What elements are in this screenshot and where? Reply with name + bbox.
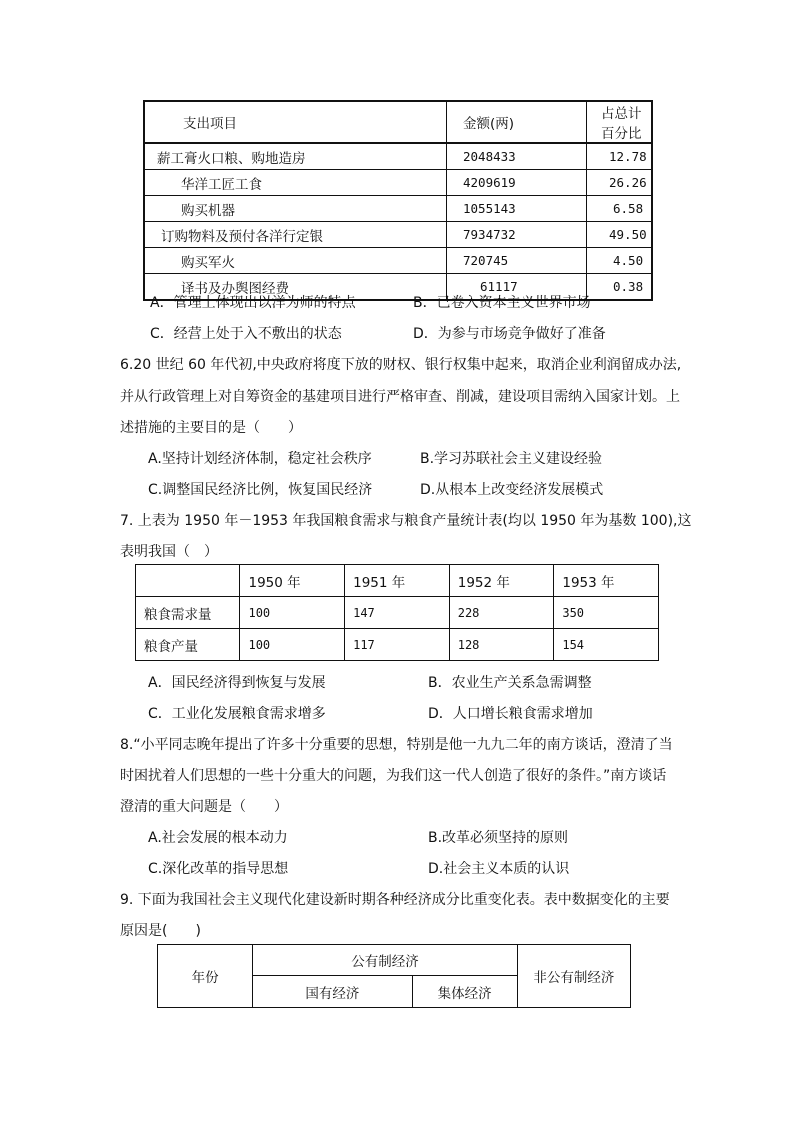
table-cell xyxy=(136,565,240,597)
table-cell: 61117 xyxy=(447,274,587,301)
q6-stem-line-1: 6.20 世纪 60 年代初,中央政府将度下放的财权、银行权集中起来，取消企业利润留成办法, xyxy=(120,357,682,373)
q8-stem-line-1: 8.“小平同志晚年提出了许多十分重要的思想，特别是他一九九二年的南方谈话，澄清了当 xyxy=(120,737,673,753)
table-cell: 0.38 xyxy=(587,274,653,301)
q6-option-b: B.学习苏联社会主义建设经验 xyxy=(420,451,603,467)
q7-stem-line-1: 7. 上表为 1950 年－1953 年我国粮食需求与粮食产量统计表(均以 1950 年为基数 100),这 xyxy=(120,513,692,529)
table-row xyxy=(144,143,652,170)
table-cell: 购买军火 xyxy=(144,248,447,274)
q7-option-d: D．人口增长粮食需求增加 xyxy=(428,706,593,722)
table-row xyxy=(144,196,652,222)
table-cell: 4209619 xyxy=(447,170,587,196)
q8-option-b: B.改革必须坚持的原则 xyxy=(428,830,569,846)
table-cell: 4.50 xyxy=(587,248,653,274)
q5-option-a: A．管理上体现出以洋为师的特点 xyxy=(150,295,356,311)
q9-stem-line-1: 9. 下面为我国社会主义现代化建设新时期各种经济成分比重变化表。表中数据变化的主要 xyxy=(120,892,670,908)
table-row xyxy=(136,629,659,661)
year-header: 1951 年 xyxy=(345,565,450,597)
header-cell: 金额(两) xyxy=(447,101,587,143)
q8-stem-line-2: 时困扰着人们思想的一些十分重大的问题，为我们这一代人创造了很好的条件。”南方谈话 xyxy=(120,768,667,784)
nonpublic-economy-header: 非公有制经济 xyxy=(517,945,630,1008)
q6-stem-line-2: 并从行政管理上对自筹资金的基建项目进行严格审查、削减，建设项目需纳入国家计划。上 xyxy=(120,389,680,405)
state-economy-header: 国有经济 xyxy=(253,976,412,1008)
table-row xyxy=(136,597,659,629)
table-cell: 100 xyxy=(240,629,345,661)
q6-option-d: D.从根本上改变经济发展模式 xyxy=(420,482,604,498)
table-cell: 147 xyxy=(345,597,450,629)
q5-option-b: B．已卷入资本主义世界市场 xyxy=(413,295,591,311)
table-cell: 薪工膏火口粮、购地造房 xyxy=(144,143,447,170)
table-header-row xyxy=(144,101,652,143)
table-row xyxy=(144,170,652,196)
table-row xyxy=(144,222,652,248)
year-header: 1950 年 xyxy=(240,565,345,597)
q8-option-a: A.社会发展的根本动力 xyxy=(148,830,288,846)
q8-stem-line-3: 澄清的重大问题是（ ） xyxy=(120,799,288,815)
row-label: 粮食产量 xyxy=(136,629,240,661)
year-header: 1952 年 xyxy=(449,565,554,597)
table-cell: 117 xyxy=(345,629,450,661)
grain-table xyxy=(135,564,659,661)
table-cell: 6.58 xyxy=(587,196,653,222)
table-cell: 128 xyxy=(449,629,554,661)
header-cell: 支出项目 xyxy=(144,101,447,143)
table-cell: 154 xyxy=(554,629,659,661)
collective-economy-header: 集体经济 xyxy=(412,976,517,1008)
q5-option-d: D．为参与市场竞争做好了准备 xyxy=(413,326,606,342)
table-cell: 100 xyxy=(240,597,345,629)
table-cell: 译书及办舆图经费 xyxy=(144,274,447,301)
table-cell: 12.78 xyxy=(587,143,653,170)
row-label: 粮食需求量 xyxy=(136,597,240,629)
q6-option-a: A.坚持计划经济体制，稳定社会秩序 xyxy=(148,451,372,467)
expenditure-table xyxy=(143,100,653,301)
table-cell: 2048433 xyxy=(447,143,587,170)
year-header: 年份 xyxy=(158,945,253,1008)
table-cell: 购买机器 xyxy=(144,196,447,222)
q9-stem-line-2: 原因是( ) xyxy=(120,923,201,939)
table-cell: 49.50 xyxy=(587,222,653,248)
q7-stem-line-2: 表明我国（ ） xyxy=(120,544,218,560)
public-economy-header: 公有制经济 xyxy=(253,945,518,976)
q6-stem-line-3: 述措施的主要目的是（ ） xyxy=(120,420,302,436)
table-cell: 1055143 xyxy=(447,196,587,222)
table-cell: 350 xyxy=(554,597,659,629)
table-cell: 228 xyxy=(449,597,554,629)
table-cell: 订购物料及预付各洋行定银 xyxy=(144,222,447,248)
table-cell: 26.26 xyxy=(587,170,653,196)
q6-option-c: C.调整国民经济比例，恢复国民经济 xyxy=(148,482,373,498)
table-header-row xyxy=(136,565,659,597)
table-cell: 720745 xyxy=(447,248,587,274)
year-header: 1953 年 xyxy=(554,565,659,597)
q7-option-a: A．国民经济得到恢复与发展 xyxy=(148,675,326,691)
table-header-row xyxy=(158,945,631,976)
economy-share-table xyxy=(157,944,631,1008)
table-cell: 7934732 xyxy=(447,222,587,248)
table-row xyxy=(144,248,652,274)
q5-option-c: C．经营上处于入不敷出的状态 xyxy=(150,326,342,342)
header-cell: 占总计百分比 xyxy=(587,101,653,143)
q7-option-b: B．农业生产关系急需调整 xyxy=(428,675,592,691)
q8-option-d: D.社会主义本质的认识 xyxy=(428,861,570,877)
table-cell: 华洋工匠工食 xyxy=(144,170,447,196)
q8-option-c: C.深化改革的指导思想 xyxy=(148,861,289,877)
q7-option-c: C．工业化发展粮食需求增多 xyxy=(148,706,326,722)
